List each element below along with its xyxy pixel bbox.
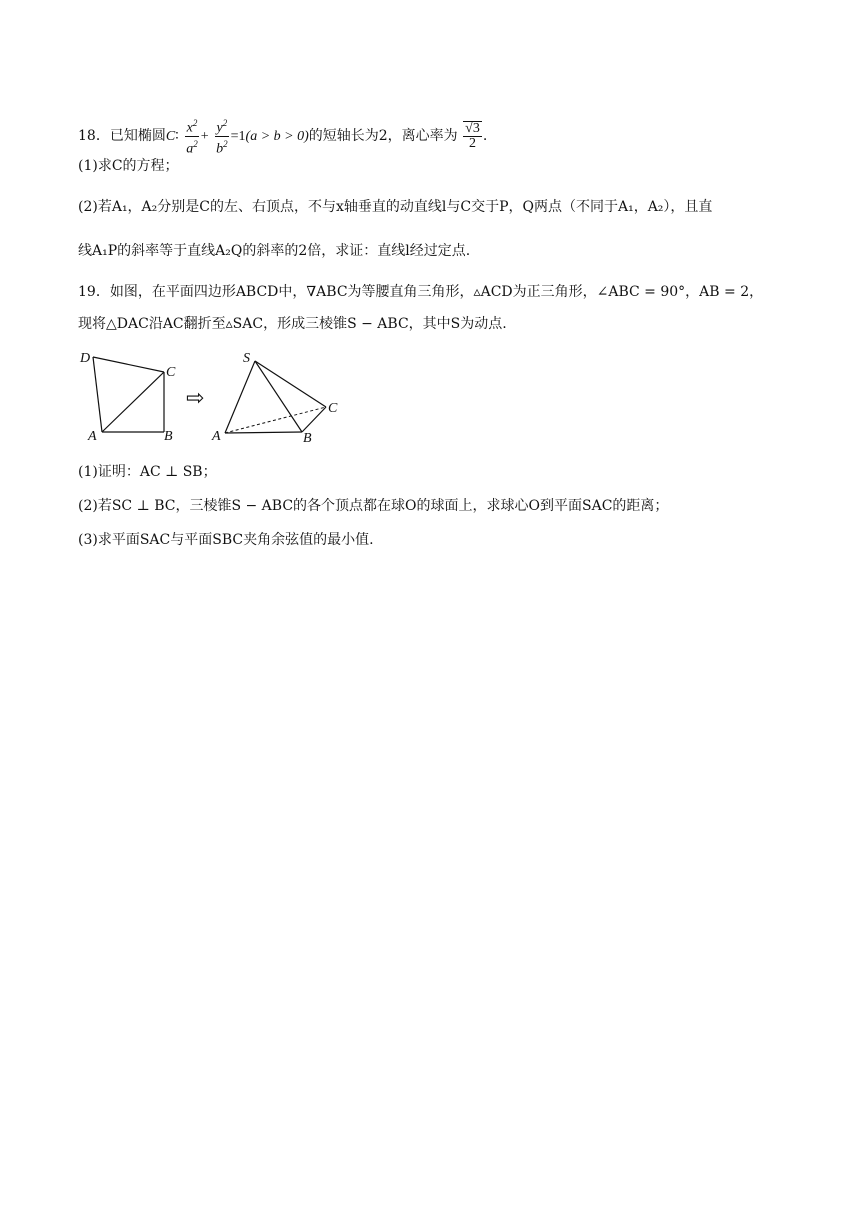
ellipse-colon: ∶ xyxy=(175,128,179,145)
label-A-left: A xyxy=(88,429,97,444)
q18-part2-line1: (2)若A₁，A₂分别是C的左、右顶点，不与x轴垂直的动直线l与C交于P，Q两点（不同于A₁，A₂），且直 xyxy=(78,199,713,215)
frac-y2-b2: $\frac{y^2}{b^2}$ xyxy=(216,118,228,157)
figure-quadrilateral xyxy=(80,348,190,448)
q18-part1: (1)求C的方程； xyxy=(78,158,179,174)
frac-x2-a2: $\frac{x^2}{a^2}$ xyxy=(186,118,198,157)
q19-part3: (3)求平面SAC与平面SBC夹角余弦值的最小值. xyxy=(78,532,374,548)
ellipse-condition: (a > b > 0) xyxy=(245,129,309,145)
label-S: S xyxy=(243,351,250,366)
q18-part2-line2: 线A₁P的斜率等于直线A₂Q的斜率的2倍，求证：直线l经过定点. xyxy=(78,243,471,259)
q19-stem-line2: 现将△DAC沿AC翻折至▵SAC，形成三棱锥S − ABC，其中S为动点. xyxy=(78,316,507,332)
label-B-right: B xyxy=(303,431,312,446)
q19-part2: (2)若SC ⊥ BC，三棱锥S − ABC的各个顶点都在球O的球面上，求球心O到平面SAC的距离； xyxy=(78,498,669,514)
q18-mid: 的短轴长为2，离心率为 xyxy=(308,128,458,145)
q18-stem: 18．已知椭圆C∶ $\frac{x^2}{a^2}$ + $\frac{y^2}{b^2}$ =1(a > b > 0)的短轴长为2，离心率为 $\frac{√3}{2}$ . xyxy=(78,118,488,157)
transform-arrow-icon: ⇨ xyxy=(186,386,205,411)
q19-stem-line1: 19．如图，在平面四边形ABCD中，∇ABC为等腰直角三角形，▵ACD为正三角形，∠ABC = 90°，AB = 2， xyxy=(78,284,764,300)
eccentricity-fraction: $\frac{√3}{2}$ xyxy=(465,121,480,152)
ellipse-C: C xyxy=(165,129,176,145)
figure-pyramid xyxy=(212,348,352,448)
q18-prefix: 18．已知椭圆 xyxy=(78,128,166,145)
label-B-left: B xyxy=(164,429,173,444)
label-C-left: C xyxy=(166,365,176,380)
label-A-right: A xyxy=(212,429,221,444)
q19-part1: (1)证明：AC ⊥ SB； xyxy=(78,464,217,480)
label-C-right: C xyxy=(328,401,338,416)
label-D: D xyxy=(80,351,91,366)
